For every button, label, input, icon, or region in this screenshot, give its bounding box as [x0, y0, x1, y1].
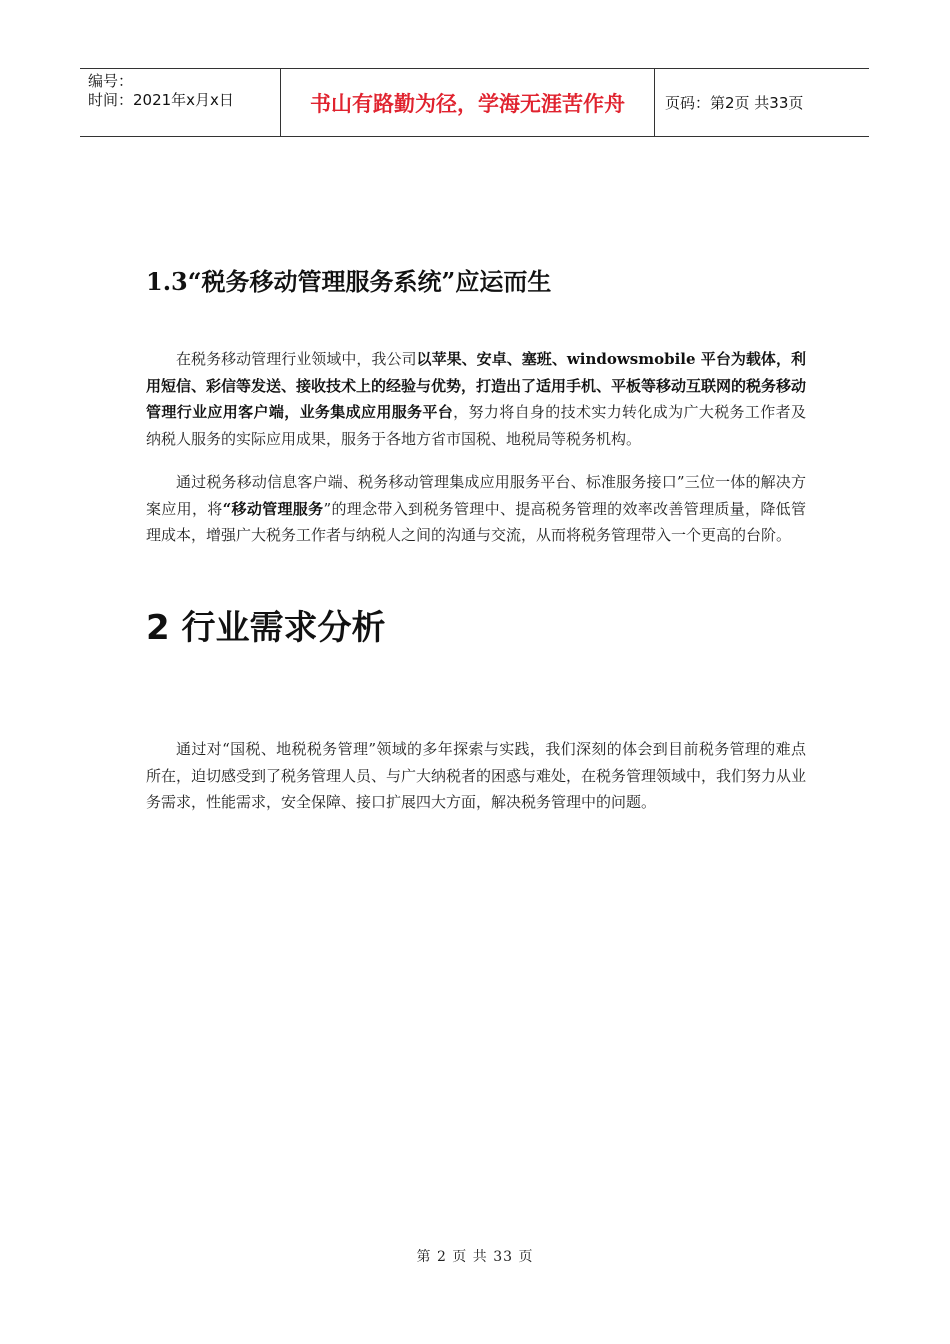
p2-text-bold: “移动管理服务 — [222, 499, 324, 518]
header-meta — [80, 69, 280, 136]
page-header — [80, 68, 869, 137]
p1-text-bold: 以苹果、安卓、塞班、windowsmobile 平台为载体，利用短信、彩信等发送、接收技术上的经验与优势，打造出了适用手机、平板等移动互联网的税务移动管理行业应用客户端，业务集成应用服务平台 — [146, 350, 807, 421]
doc-number-label: 编号： — [88, 72, 134, 90]
p2-text-a: 通过税务移动信息客户端、税务移动管理集成应用服务平台、标准服务接口”三位一体的解决方案应用，将 — [146, 473, 806, 518]
p1-text-c: ，努力将自身的技术实力转化成为广大税务工作者及纳税人服务的实际应用成果，服务于各地方省市国税、地税局等税务机构。 — [146, 403, 806, 448]
section-2-title: 2 行业需求分析 — [146, 608, 386, 648]
page-footer: 第 2 页 共 33 页 — [416, 1249, 534, 1265]
header-page-label: 页码：第2页 共33页 — [665, 94, 804, 112]
p2-text-c: ”的理念带入到税务管理中、提高税务管理的效率改善管理质量，降低管理成本，增强广大税务工作者与纳税人之间的沟通与交流，从而将税务管理带入一个更高的台阶。 — [146, 499, 806, 544]
doc-time-label: 时间：2021年x月x日 — [88, 91, 234, 109]
section-1-3-paragraph-1 — [146, 346, 806, 452]
section-1-3-paragraph-2 — [146, 469, 806, 549]
section-2-paragraph-1: 通过对“国税、地税税务管理”领域的多年探索与实践，我们深刻的体会到目前税务管理的难点所在，迫切感受到了税务管理人员、与广大纳税者的困惑与难处，在税务管理领域中，我们努力从业务需求，性能需求，安全保障、接口扩展四大方面，解决税务管理中的问题。 — [146, 740, 807, 811]
p1-text-a: 在税务移动管理行业领域中，我公司 — [176, 350, 417, 368]
header-motto: 书山有路勤为径，学海无涯苦作舟 — [280, 69, 655, 136]
section-1-3-title: 1.3“税务移动管理服务系统”应运而生 — [146, 267, 552, 296]
